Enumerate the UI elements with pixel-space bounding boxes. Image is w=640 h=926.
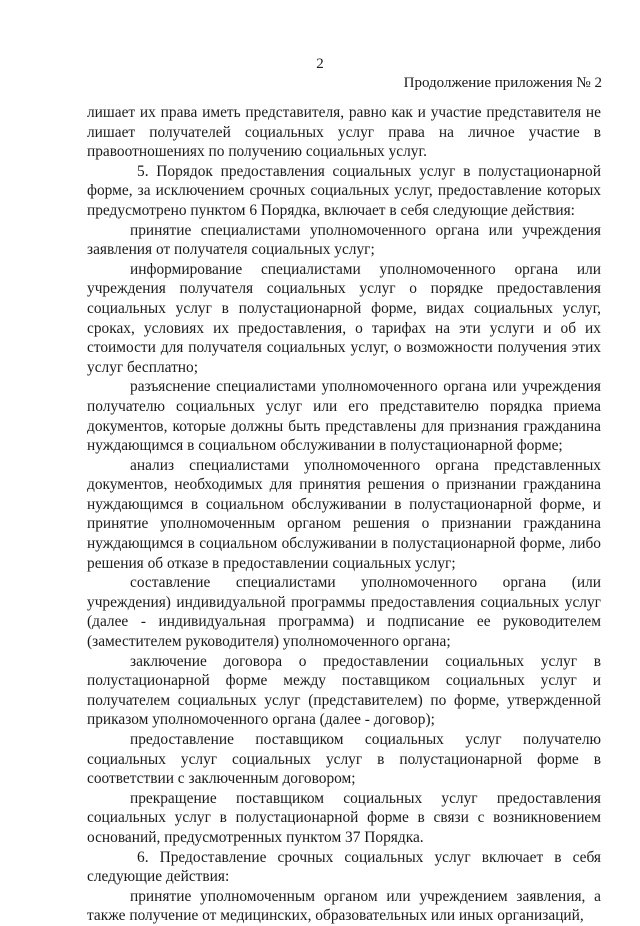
paragraph: заключение договора о предоставлении социальных услуг в полустационарной форме между поставщиком социальных услуг и получателем социальных услуг (представителем) по форме, утвержденной приказом уполномоченного органа (далее - договор); xyxy=(87,652,601,729)
paragraph: принятие специалистами уполномоченного органа или учреждения заявления от получателя социальных услуг; xyxy=(87,221,601,259)
paragraph: разъяснение специалистами уполномоченного органа или учреждения получателю социальных услуг или его представителю порядка приема документов, которые должны быть представлены для признания гражданина нуждающимся в социальном обслуживании в полустационарной форме; xyxy=(87,378,601,455)
paragraph: 5. Порядок предоставления социальных услуг в полустационарной форме, за исключением срочных социальных услуг, предоставление которых предусмотрено пунктом 6 Порядка, включает в себя следующие действия: xyxy=(87,162,601,219)
page-number: 2 xyxy=(316,56,324,72)
paragraph: анализ специалистами уполномоченного органа представленных документов, необходимых для принятия решения о признании гражданина нуждающимся в социальном обслуживании в полустационарной форме, и принятие уполномоченным органом решения о признании гражданина нуждающимся в социальном обслуживании в полустационарной форме, либо решения об отказе в предоставлении социальных услуг; xyxy=(87,456,601,572)
paragraph: предоставление поставщиком социальных услуг получателю социальных услуг социальных услуг в полустационарной форме в соответствии с заключенным договором; xyxy=(87,731,601,788)
paragraph: информирование специалистами уполномоченного органа или учреждения получателя социальных услуг о порядке предоставления социальных услуг в полустационарной форме, видах социальных услуг, сроках, условиях их предоставления, о тарифах на эти услуги и об их стоимости для получателя социальных услуг, о возможности получения этих услуг бесплатно; xyxy=(87,260,601,376)
paragraph: принятие уполномоченным органом или учреждением заявления, а также получение от медицинских, образовательных или иных организаций, xyxy=(87,887,601,925)
appendix-header: Продолжение приложения № 2 xyxy=(403,75,602,91)
paragraph: 6. Предоставление срочных социальных услуг включает в себя следующие действия: xyxy=(87,848,601,886)
paragraph: прекращение поставщиком социальных услуг предоставления социальных услуг в полустационарной форме в связи с возникновением оснований, предусмотренных пунктом 37 Порядка. xyxy=(87,789,601,846)
paragraph: составление специалистами уполномоченного органа (или учреждения) индивидуальной программы предоставления социальных услуг (далее - индивидуальная программа) и подписание ее руководителем (заместителем руководителя) уполномоченного органа; xyxy=(87,574,601,651)
body-text xyxy=(87,103,601,926)
paragraph: лишает их права иметь представителя, равно как и участие представителя не лишает получателей социальных услуг права на личное участие в правоотношениях по получению социальных услуг. xyxy=(87,104,601,161)
